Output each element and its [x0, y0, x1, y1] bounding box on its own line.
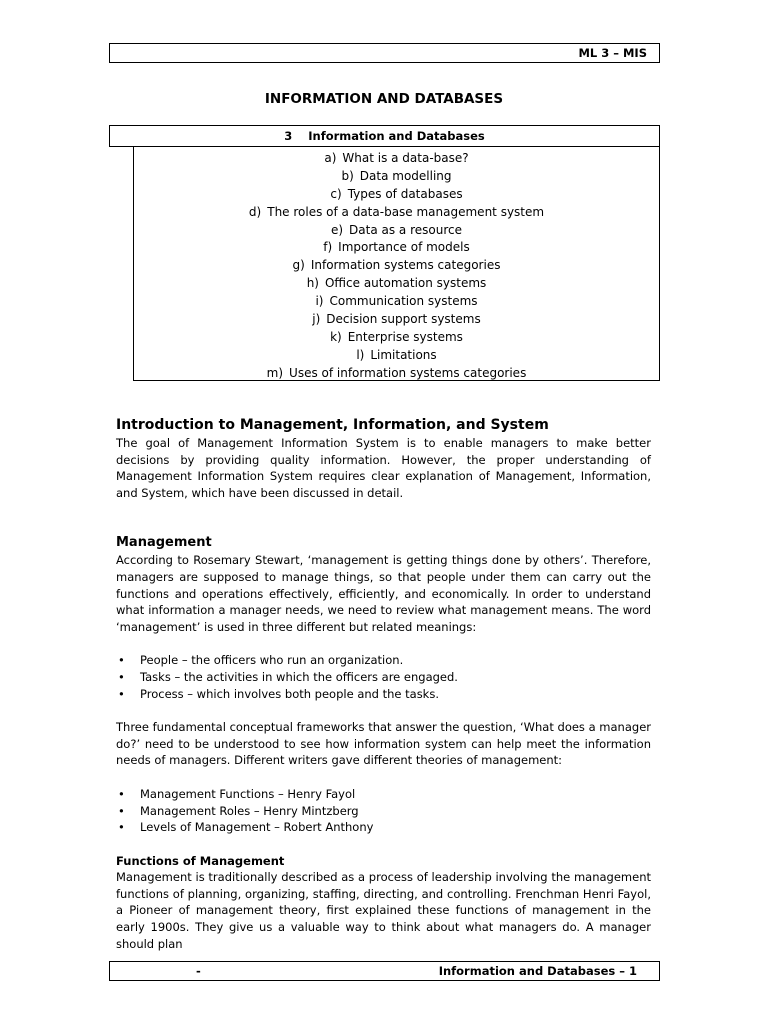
- page-footer: [109, 961, 660, 981]
- toc-item: [134, 347, 659, 365]
- spacer: [116, 836, 651, 853]
- toc-item-text: Office automation systems: [324, 276, 487, 291]
- toc-item: [134, 222, 659, 240]
- toc-number: 3: [284, 129, 293, 143]
- spacer: [116, 702, 651, 719]
- toc-item: [134, 365, 659, 383]
- list-item: • Management Functions – Henry Fayol: [140, 786, 651, 803]
- list-item: • Management Roles – Henry Mintzberg: [140, 803, 651, 820]
- list-item: • Tasks – the activities in which the officers are engaged.: [140, 669, 651, 686]
- management-heading: Management: [116, 535, 212, 551]
- functions-heading: Functions of Management: [116, 853, 285, 868]
- spacer: [116, 769, 651, 786]
- toc-item-letter: d): [248, 204, 262, 219]
- frameworks-list: [116, 786, 651, 836]
- toc-item-letter: h): [306, 276, 319, 291]
- toc-item-letter: c): [330, 186, 342, 201]
- page-header: [109, 43, 660, 63]
- toc-item-letter: g): [292, 258, 305, 273]
- toc-item: [134, 257, 659, 275]
- toc-item: [134, 204, 659, 222]
- toc-item: [134, 239, 659, 257]
- toc-item: [134, 186, 659, 204]
- toc-item-letter: b): [341, 168, 354, 183]
- toc-item-text: Uses of information systems categories: [289, 365, 527, 380]
- toc-item-text: Communication systems: [329, 294, 478, 309]
- toc-item-text: Limitations: [370, 347, 437, 362]
- toc-heading: Information and Databases: [308, 129, 485, 143]
- toc-list: [133, 146, 660, 381]
- toc-item-text: Data modelling: [359, 168, 452, 183]
- toc-item-letter: a): [324, 151, 337, 165]
- header-label: ML 3 – MIS: [578, 46, 647, 60]
- intro-paragraph: The goal of Management Information System is to enable managers to make better decisions by providing quality information. However, the proper understanding of Management Information System requires clear explanation of Management, Information, and System, which have been discussed in detail.: [116, 436, 651, 500]
- toc-item: [134, 329, 659, 347]
- toc-item-letter: k): [330, 329, 342, 344]
- toc-item-letter: m): [266, 365, 284, 380]
- list-item: • Levels of Management – Robert Anthony: [140, 819, 651, 836]
- toc-item-text: Information systems categories: [310, 258, 501, 273]
- toc-item-letter: e): [330, 222, 344, 237]
- toc-item: [134, 311, 659, 329]
- toc-item: [134, 168, 659, 186]
- main-content: [116, 415, 651, 952]
- list-item: • Process – which involves both people and the tasks.: [140, 686, 651, 703]
- toc-item: [134, 150, 659, 168]
- spacer: [116, 635, 651, 652]
- toc-item: [134, 275, 659, 293]
- footer-page-label: Information and Databases – 1: [438, 964, 637, 978]
- management-meanings-list: [116, 652, 651, 702]
- toc-item-letter: f): [323, 240, 333, 255]
- management-paragraph: According to Rosemary Stewart, ‘management is getting things done by others’. Therefore, managers are supposed to manage things, so that people under them can carry out the functions and operations effectively, efficiently, and economically. In order to understand what information a manager needs, we need to review what management means. The word ‘management’ is used in three different but related meanings:: [116, 553, 651, 634]
- toc-item-text: Types of databases: [347, 186, 463, 201]
- functions-paragraph: Management is traditionally described as a process of leadership involving the management functions of planning, organizing, staffing, directing, and controlling. Frenchman Henri Fayol, a Pioneer of management theory, first explained these functions of management in the early 1900s. They give us a valuable way to think about what managers do. A manager should plan: [116, 870, 651, 951]
- toc-item-text: What is a data-base?: [342, 151, 469, 165]
- toc-item-letter: l): [356, 347, 365, 362]
- toc-item-text: Importance of models: [338, 240, 470, 255]
- intro-heading: Introduction to Management, Information, and System: [116, 417, 549, 433]
- frameworks-paragraph: Three fundamental conceptual frameworks that answer the question, ‘What does a manager do?’ need to be understood to see how information system can help meet the information needs of managers. Different writers gave different theories of management:: [116, 720, 651, 768]
- document-title: INFORMATION AND DATABASES: [264, 91, 504, 107]
- toc-heading-box: [109, 125, 660, 147]
- toc-item-text: Enterprise systems: [347, 329, 463, 344]
- toc-item-text: Decision support systems: [326, 312, 481, 327]
- list-item: • People – the officers who run an organization.: [140, 652, 651, 669]
- toc-item-text: The roles of a data-base management system: [267, 204, 545, 219]
- footer-left: -: [196, 964, 201, 978]
- toc-item-letter: i): [315, 294, 324, 309]
- toc-item-letter: j): [312, 312, 321, 327]
- toc-item-text: Data as a resource: [349, 222, 463, 237]
- spacer: [116, 501, 651, 534]
- toc-item: [134, 293, 659, 311]
